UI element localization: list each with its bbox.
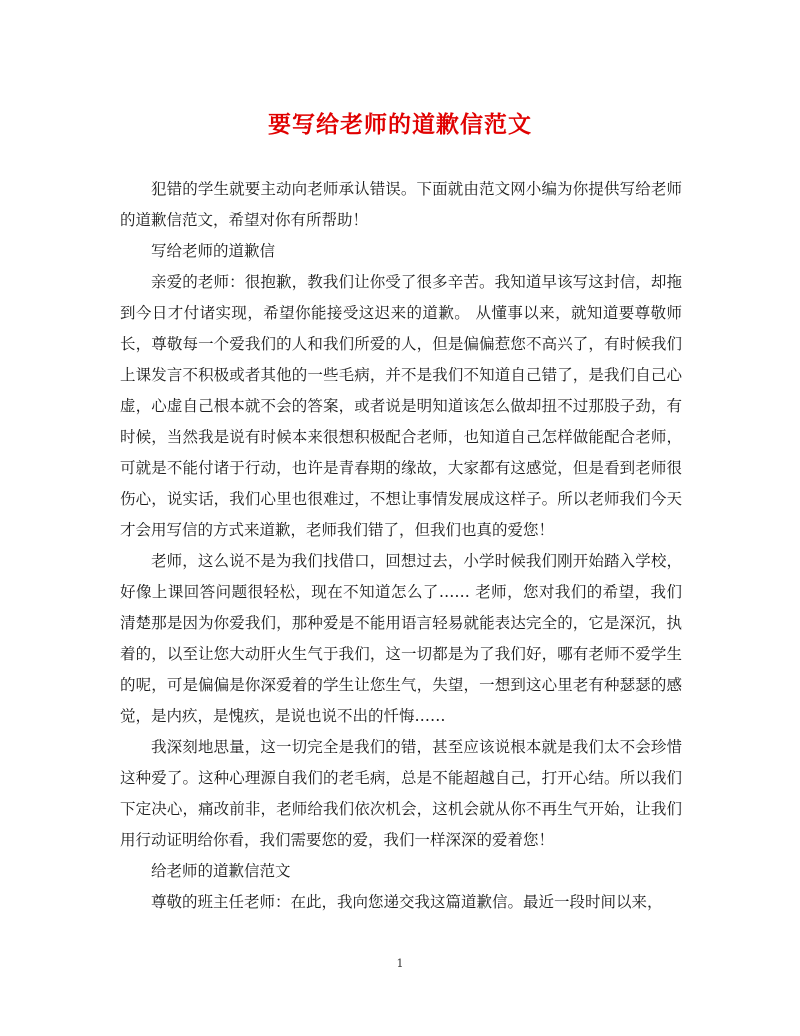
- document-body: [120, 174, 682, 918]
- section-heading: 写给老师的道歉信: [151, 242, 276, 260]
- body-paragraph: 尊敬的班主任老师：在此，我向您递交我这篇道歉信。最近一段时间以来，: [151, 893, 663, 911]
- document-title: 要写给老师的道歉信范文: [268, 111, 532, 138]
- intro-paragraph: 犯错的学生就要主动向老师承认错误。下面就由范文网小编为你提供写给老师的道歉信范文，希望对你有所帮助！: [120, 180, 682, 229]
- body-paragraph: 老师，这么说不是为我们找借口，回想过去，小学时候我们刚开始踏入学校，好像上课回答问题很轻松，现在不知道怎么了…… 老师，您对我们的希望，我们清楚那是因为你爱我们，那种爱是不能用语言轻易就能表达完全的，它是深沉，执着的，以至让您大动肝火生气于我们，这一切都是为了我们好，哪有老师不爱学生的呢，可是偏偏是你深爱着的学生让您生气，失望，一想到这心里老有种瑟瑟的感觉，是内疚，是愧疚，是说也说不出的忏悔……: [120, 552, 682, 725]
- body-paragraph: 我深刻地思量，这一切完全是我们的错，甚至应该说根本就是我们太不会珍惜这种爱了。这种心理源自我们的老毛病，总是不能超越自己，打开心结。所以我们下定决心，痛改前非，老师给我们依次机会，这机会就从你不再生气开始，让我们用行动证明给你看，我们需要您的爱，我们一样深深的爱着您！: [120, 738, 682, 849]
- section-heading: 给老师的道歉信范文: [151, 862, 291, 880]
- page-number: 1: [396, 957, 404, 970]
- body-paragraph: 亲爱的老师：很抱歉，教我们让你受了很多辛苦。我知道早该写这封信，却拖到今日才付诸实现，希望你能接受这迟来的道歉。 从懂事以来，就知道要尊敬师长，尊敬每一个爱我们的人和我们所爱的人，但是偏偏惹您不高兴了，有时候我们上课发言不积极或者其他的一些毛病，并不是我们不知道自己错了，是我们自己心虚，心虚自己根本就不会的答案，或者说是明知道该怎么做却扭不过那股子劲，有时候，当然我是说有时候本来很想积极配合老师，也知道自己怎样做能配合老师，可就是不能付诸于行动，也许是青春期的缘故，大家都有这感觉，但是看到老师很伤心，说实话，我们心里也很难过，不想让事情发展成这样子。所以老师我们今天才会用写信的方式来道歉，老师我们错了，但我们也真的爱您！: [120, 273, 682, 539]
